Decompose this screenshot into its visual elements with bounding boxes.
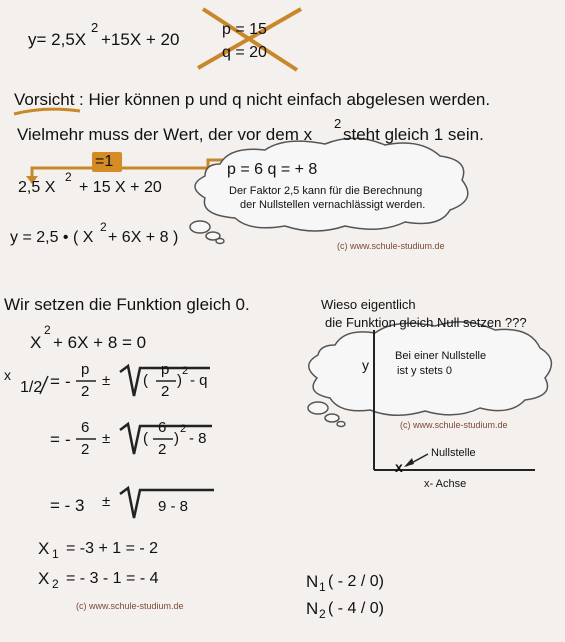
factor-badge xyxy=(92,152,122,172)
original-equation-rest: +15X + 20 xyxy=(101,30,180,49)
n1-sub: 1 xyxy=(319,580,326,594)
x2-sub: 2 xyxy=(52,577,59,591)
row2-square-exp: 2 xyxy=(180,423,187,435)
cloud-note-line-2: der Nullstellen vernachlässigt werden. xyxy=(240,199,426,211)
cloud2-line-2: ist y stets 0 xyxy=(397,365,453,377)
quadratic-eq-exp: 2 xyxy=(44,323,51,337)
nullstelle-label: Nullstelle xyxy=(431,447,476,459)
question-line-1: Wieso eigentlich xyxy=(321,297,416,312)
formula-equals: = xyxy=(50,372,60,391)
frac-p-inner: p xyxy=(161,361,170,378)
frac-6-inner: 6 xyxy=(158,419,167,436)
quadratic-eq: X xyxy=(30,333,42,352)
x1-label: X xyxy=(38,539,50,558)
pq-values: p = 6 q = + 8 xyxy=(227,161,318,178)
x2-label: X xyxy=(38,569,50,588)
warning-text: : Hier können p und q nicht einfach abgelesen werden. xyxy=(79,90,491,109)
copyright-2: (c) www.schule-studium.de xyxy=(400,420,508,430)
factor-badge-label: =1 xyxy=(95,153,114,170)
square-exp: 2 xyxy=(182,365,189,377)
section-title: Wir setzen die Funktion gleich 0. xyxy=(4,295,250,314)
row2-paren-open: ( xyxy=(143,430,148,447)
row3-radicand: 9 - 8 xyxy=(158,498,189,515)
x1-sub: 1 xyxy=(52,547,59,561)
n1-label: N xyxy=(306,572,319,591)
factored-equation: y = 2,5 • ( X xyxy=(10,229,94,246)
paren-open: ( xyxy=(143,372,148,389)
minus-q: - q xyxy=(190,372,208,389)
x-axis-label: x- Achse xyxy=(424,478,467,490)
n2-sub: 2 xyxy=(319,607,326,621)
struck-q-value: q = 20 xyxy=(222,44,267,61)
row3-result: = - 3 xyxy=(50,496,85,515)
frac-6-inner-denominator: 2 xyxy=(158,441,167,458)
original-equation: y= 2,5X xyxy=(28,30,87,49)
frac-6: 6 xyxy=(81,419,90,436)
cloud2-line-1: Bei einer Nullstelle xyxy=(395,350,487,362)
copyright-1: (c) www.schule-studium.de xyxy=(337,241,445,251)
row2-plus-minus: ± xyxy=(102,430,111,447)
frac-2-inner: 2 xyxy=(161,383,170,400)
rule-text-end: steht gleich 1 sein. xyxy=(343,125,484,144)
original-equation-exp: 2 xyxy=(91,20,99,35)
row2-equals: = xyxy=(50,430,60,449)
question-line-2: die Funktion gleich Null setzen ??? xyxy=(325,315,527,330)
n2-label: N xyxy=(306,599,319,618)
y-axis-label: y xyxy=(362,357,369,373)
rule-text-exp: 2 xyxy=(334,116,342,131)
cloud-note-line-1: Der Faktor 2,5 kann für die Berechnung xyxy=(229,185,423,197)
vorsicht-underline xyxy=(14,109,80,114)
row2-paren-close: ) xyxy=(174,430,179,447)
n2-point: ( - 4 / 0) xyxy=(328,600,385,617)
factor-expression-end: + 15 X + 20 xyxy=(79,179,162,196)
pointer-head xyxy=(404,458,414,467)
frac-p: p xyxy=(81,361,90,378)
root-marker: x xyxy=(395,459,403,475)
row2-minus: - xyxy=(65,430,71,449)
row2-minus-8: - 8 xyxy=(189,430,207,447)
x2-result: = - 3 - 1 = - 4 xyxy=(66,570,159,587)
row3-plus-minus: ± xyxy=(102,493,111,510)
formula-x: x xyxy=(4,367,11,383)
factored-equation-exp: 2 xyxy=(100,220,107,234)
factor-expression-exp: 2 xyxy=(65,170,72,184)
formula-sub: 1/2 xyxy=(20,379,43,396)
factored-equation-end: + 6X + 8 ) xyxy=(108,229,179,246)
x1-result: = -3 + 1 = - 2 xyxy=(66,540,159,557)
paren-close: ) xyxy=(177,372,182,389)
plus-minus: ± xyxy=(102,372,111,389)
factor-expression: 2,5 X xyxy=(18,179,56,196)
frac-6-denominator: 2 xyxy=(81,441,90,458)
struck-p-value: p = 15 xyxy=(222,21,267,38)
warning-label: Vorsicht xyxy=(14,90,75,109)
copyright-3: (c) www.schule-studium.de xyxy=(76,601,184,611)
formula-minus: - xyxy=(65,372,71,391)
n1-point: ( - 2 / 0) xyxy=(328,573,385,590)
rule-text: Vielmehr muss der Wert, der vor dem x xyxy=(17,125,313,144)
frac-2: 2 xyxy=(81,383,90,400)
quadratic-eq-end: + 6X + 8 = 0 xyxy=(53,333,147,352)
